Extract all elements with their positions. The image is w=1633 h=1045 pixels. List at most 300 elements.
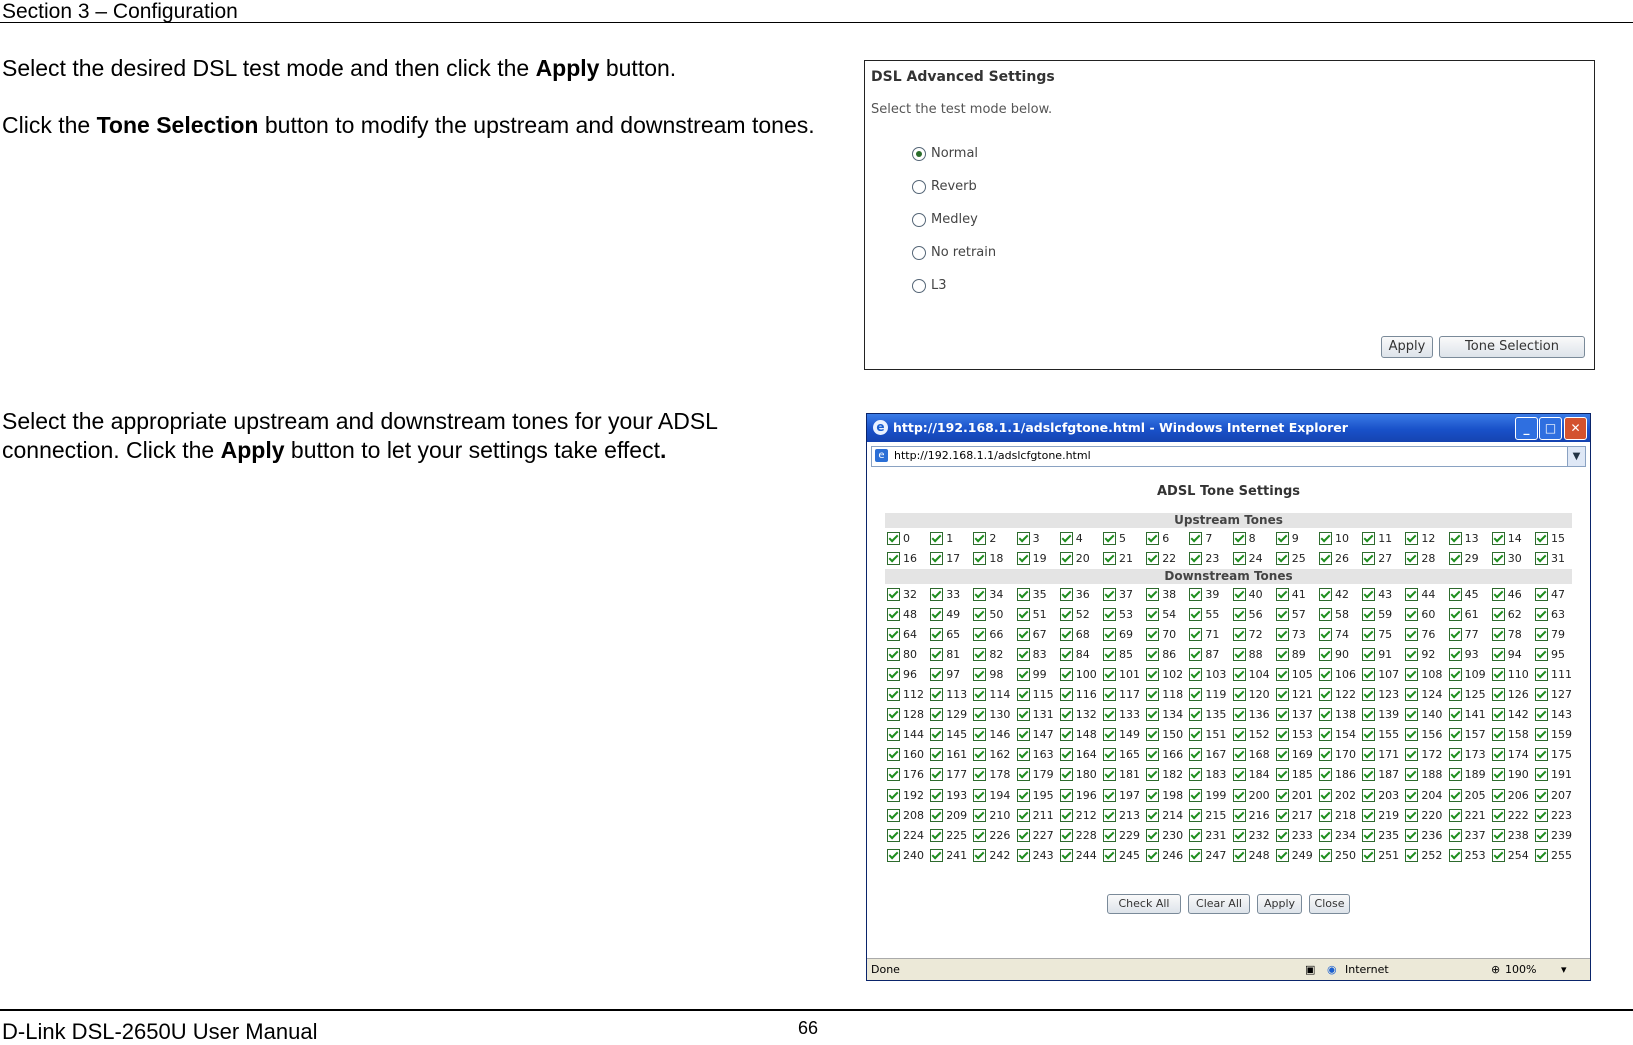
checkbox-checked-icon[interactable] <box>887 728 900 741</box>
checkbox-checked-icon[interactable] <box>1405 608 1418 621</box>
checkbox-checked-icon[interactable] <box>887 829 900 842</box>
checkbox-checked-icon[interactable] <box>1276 809 1289 822</box>
tone-checkbox-251[interactable] <box>1362 847 1399 863</box>
tone-checkbox-70[interactable] <box>1146 626 1176 642</box>
checkbox-checked-icon[interactable] <box>1017 588 1030 601</box>
tone-checkbox-106[interactable] <box>1319 666 1356 682</box>
checkbox-checked-icon[interactable] <box>1189 849 1202 862</box>
tone-checkbox-7[interactable] <box>1189 530 1212 546</box>
checkbox-checked-icon[interactable] <box>1362 809 1375 822</box>
checkbox-checked-icon[interactable] <box>887 608 900 621</box>
checkbox-checked-icon[interactable] <box>1449 789 1462 802</box>
checkbox-checked-icon[interactable] <box>1060 668 1073 681</box>
maximize-icon[interactable]: □ <box>1539 417 1562 440</box>
tone-checkbox-78[interactable] <box>1492 626 1522 642</box>
tone-checkbox-50[interactable] <box>973 606 1003 622</box>
tone-checkbox-231[interactable] <box>1189 827 1226 843</box>
tone-checkbox-151[interactable] <box>1189 727 1226 743</box>
tone-checkbox-175[interactable] <box>1535 747 1572 763</box>
tone-selection-button[interactable]: Tone Selection <box>1439 336 1585 358</box>
tone-checkbox-59[interactable] <box>1362 606 1392 622</box>
checkbox-checked-icon[interactable] <box>1362 588 1375 601</box>
tone-checkbox-60[interactable] <box>1405 606 1435 622</box>
tone-checkbox-212[interactable] <box>1060 807 1097 823</box>
checkbox-checked-icon[interactable] <box>1017 628 1030 641</box>
checkbox-checked-icon[interactable] <box>1449 588 1462 601</box>
tone-checkbox-246[interactable] <box>1146 847 1183 863</box>
tone-checkbox-46[interactable] <box>1492 586 1522 602</box>
tone-checkbox-243[interactable] <box>1017 847 1054 863</box>
checkbox-checked-icon[interactable] <box>1103 849 1116 862</box>
chevron-down-icon[interactable]: ▼ <box>1567 447 1585 466</box>
radio-icon[interactable] <box>912 246 926 260</box>
checkbox-checked-icon[interactable] <box>1319 829 1332 842</box>
checkbox-checked-icon[interactable] <box>930 748 943 761</box>
checkbox-checked-icon[interactable] <box>1405 552 1418 565</box>
tone-checkbox-24[interactable] <box>1233 550 1263 566</box>
checkbox-checked-icon[interactable] <box>1189 552 1202 565</box>
checkbox-checked-icon[interactable] <box>930 668 943 681</box>
checkbox-checked-icon[interactable] <box>1233 829 1246 842</box>
zoom-icon[interactable]: ⊕ <box>1491 963 1501 976</box>
tone-checkbox-213[interactable] <box>1103 807 1140 823</box>
tone-checkbox-108[interactable] <box>1405 666 1442 682</box>
radio-no-retrain[interactable] <box>912 245 996 260</box>
checkbox-checked-icon[interactable] <box>1233 789 1246 802</box>
tone-checkbox-113[interactable] <box>930 687 967 703</box>
checkbox-checked-icon[interactable] <box>1189 688 1202 701</box>
tone-checkbox-253[interactable] <box>1449 847 1486 863</box>
checkbox-checked-icon[interactable] <box>1362 532 1375 545</box>
tone-checkbox-67[interactable] <box>1017 626 1047 642</box>
tone-checkbox-201[interactable] <box>1276 787 1313 803</box>
checkbox-checked-icon[interactable] <box>930 648 943 661</box>
checkbox-checked-icon[interactable] <box>887 588 900 601</box>
tone-checkbox-109[interactable] <box>1449 666 1486 682</box>
tone-checkbox-181[interactable] <box>1103 767 1140 783</box>
tone-checkbox-72[interactable] <box>1233 626 1263 642</box>
checkbox-checked-icon[interactable] <box>1146 588 1159 601</box>
tone-checkbox-40[interactable] <box>1233 586 1263 602</box>
checkbox-checked-icon[interactable] <box>1103 552 1116 565</box>
checkbox-checked-icon[interactable] <box>1103 809 1116 822</box>
checkbox-checked-icon[interactable] <box>973 708 986 721</box>
checkbox-checked-icon[interactable] <box>1405 809 1418 822</box>
tone-checkbox-248[interactable] <box>1233 847 1270 863</box>
checkbox-checked-icon[interactable] <box>1492 789 1505 802</box>
tone-checkbox-225[interactable] <box>930 827 967 843</box>
tone-checkbox-191[interactable] <box>1535 767 1572 783</box>
checkbox-checked-icon[interactable] <box>1233 688 1246 701</box>
tone-checkbox-184[interactable] <box>1233 767 1270 783</box>
checkbox-checked-icon[interactable] <box>1060 708 1073 721</box>
checkbox-checked-icon[interactable] <box>1233 532 1246 545</box>
checkbox-checked-icon[interactable] <box>1362 789 1375 802</box>
checkbox-checked-icon[interactable] <box>1405 588 1418 601</box>
tone-checkbox-76[interactable] <box>1405 626 1435 642</box>
tone-checkbox-101[interactable] <box>1103 666 1140 682</box>
checkbox-checked-icon[interactable] <box>1362 829 1375 842</box>
tone-checkbox-16[interactable] <box>887 550 917 566</box>
tone-checkbox-117[interactable] <box>1103 687 1140 703</box>
checkbox-checked-icon[interactable] <box>930 708 943 721</box>
checkbox-checked-icon[interactable] <box>1492 728 1505 741</box>
checkbox-checked-icon[interactable] <box>1017 789 1030 802</box>
tone-checkbox-168[interactable] <box>1233 747 1270 763</box>
tone-checkbox-25[interactable] <box>1276 550 1306 566</box>
checkbox-checked-icon[interactable] <box>1233 628 1246 641</box>
tone-checkbox-227[interactable] <box>1017 827 1054 843</box>
tone-checkbox-38[interactable] <box>1146 586 1176 602</box>
checkbox-checked-icon[interactable] <box>1146 809 1159 822</box>
tone-checkbox-180[interactable] <box>1060 767 1097 783</box>
checkbox-checked-icon[interactable] <box>930 809 943 822</box>
tone-checkbox-221[interactable] <box>1449 807 1486 823</box>
checkbox-checked-icon[interactable] <box>1103 708 1116 721</box>
checkbox-checked-icon[interactable] <box>1189 748 1202 761</box>
checkbox-checked-icon[interactable] <box>1405 668 1418 681</box>
checkbox-checked-icon[interactable] <box>1405 748 1418 761</box>
tone-checkbox-147[interactable] <box>1017 727 1054 743</box>
tone-checkbox-116[interactable] <box>1060 687 1097 703</box>
checkbox-checked-icon[interactable] <box>887 532 900 545</box>
checkbox-checked-icon[interactable] <box>1017 608 1030 621</box>
checkbox-checked-icon[interactable] <box>1319 789 1332 802</box>
checkbox-checked-icon[interactable] <box>1276 708 1289 721</box>
tone-checkbox-18[interactable] <box>973 550 1003 566</box>
tone-checkbox-17[interactable] <box>930 550 960 566</box>
checkbox-checked-icon[interactable] <box>1103 768 1116 781</box>
tone-checkbox-142[interactable] <box>1492 707 1529 723</box>
checkbox-checked-icon[interactable] <box>1276 728 1289 741</box>
tone-checkbox-202[interactable] <box>1319 787 1356 803</box>
close-button[interactable]: Close <box>1309 894 1350 914</box>
tone-checkbox-77[interactable] <box>1449 626 1479 642</box>
tone-checkbox-66[interactable] <box>973 626 1003 642</box>
checkbox-checked-icon[interactable] <box>1362 628 1375 641</box>
checkbox-checked-icon[interactable] <box>1060 789 1073 802</box>
tone-checkbox-8[interactable] <box>1233 530 1256 546</box>
tone-checkbox-69[interactable] <box>1103 626 1133 642</box>
checkbox-checked-icon[interactable] <box>1276 789 1289 802</box>
tone-checkbox-211[interactable] <box>1017 807 1054 823</box>
checkbox-checked-icon[interactable] <box>1449 809 1462 822</box>
close-icon[interactable]: ✕ <box>1564 417 1587 440</box>
checkbox-checked-icon[interactable] <box>1319 849 1332 862</box>
tone-checkbox-23[interactable] <box>1189 550 1219 566</box>
tone-checkbox-14[interactable] <box>1492 530 1522 546</box>
checkbox-checked-icon[interactable] <box>1492 648 1505 661</box>
chevron-down-icon[interactable]: ▾ <box>1561 963 1567 976</box>
checkbox-checked-icon[interactable] <box>1319 668 1332 681</box>
clear-all-button[interactable]: Clear All <box>1188 894 1250 914</box>
tone-checkbox-91[interactable] <box>1362 646 1392 662</box>
tone-checkbox-186[interactable] <box>1319 767 1356 783</box>
tone-checkbox-229[interactable] <box>1103 827 1140 843</box>
checkbox-checked-icon[interactable] <box>1449 628 1462 641</box>
tone-checkbox-26[interactable] <box>1319 550 1349 566</box>
checkbox-checked-icon[interactable] <box>1319 728 1332 741</box>
tone-checkbox-68[interactable] <box>1060 626 1090 642</box>
tone-checkbox-235[interactable] <box>1362 827 1399 843</box>
checkbox-checked-icon[interactable] <box>1535 588 1548 601</box>
tone-checkbox-114[interactable] <box>973 687 1010 703</box>
checkbox-checked-icon[interactable] <box>887 789 900 802</box>
tone-checkbox-153[interactable] <box>1276 727 1313 743</box>
tone-checkbox-219[interactable] <box>1362 807 1399 823</box>
tone-checkbox-37[interactable] <box>1103 586 1133 602</box>
tone-checkbox-86[interactable] <box>1146 646 1176 662</box>
checkbox-checked-icon[interactable] <box>1535 708 1548 721</box>
checkbox-checked-icon[interactable] <box>1449 829 1462 842</box>
tone-checkbox-124[interactable] <box>1405 687 1442 703</box>
tone-checkbox-27[interactable] <box>1362 550 1392 566</box>
checkbox-checked-icon[interactable] <box>1319 748 1332 761</box>
tone-checkbox-140[interactable] <box>1405 707 1442 723</box>
checkbox-checked-icon[interactable] <box>1146 728 1159 741</box>
checkbox-checked-icon[interactable] <box>1449 849 1462 862</box>
checkbox-checked-icon[interactable] <box>1492 628 1505 641</box>
checkbox-checked-icon[interactable] <box>1146 668 1159 681</box>
radio-icon[interactable] <box>912 213 926 227</box>
tone-checkbox-192[interactable] <box>887 787 924 803</box>
checkbox-checked-icon[interactable] <box>1146 648 1159 661</box>
tone-checkbox-119[interactable] <box>1189 687 1226 703</box>
tone-checkbox-96[interactable] <box>887 666 917 682</box>
checkbox-checked-icon[interactable] <box>1319 708 1332 721</box>
checkbox-checked-icon[interactable] <box>1276 552 1289 565</box>
checkbox-checked-icon[interactable] <box>1189 668 1202 681</box>
tone-checkbox-36[interactable] <box>1060 586 1090 602</box>
checkbox-checked-icon[interactable] <box>1103 608 1116 621</box>
checkbox-checked-icon[interactable] <box>930 829 943 842</box>
checkbox-checked-icon[interactable] <box>1535 668 1548 681</box>
tone-checkbox-104[interactable] <box>1233 666 1270 682</box>
tone-checkbox-200[interactable] <box>1233 787 1270 803</box>
checkbox-checked-icon[interactable] <box>1319 628 1332 641</box>
address-bar[interactable] <box>871 446 1586 467</box>
tone-checkbox-112[interactable] <box>887 687 924 703</box>
tone-checkbox-118[interactable] <box>1146 687 1183 703</box>
tone-checkbox-239[interactable] <box>1535 827 1572 843</box>
checkbox-checked-icon[interactable] <box>1017 532 1030 545</box>
checkbox-checked-icon[interactable] <box>887 708 900 721</box>
tone-checkbox-87[interactable] <box>1189 646 1219 662</box>
tone-checkbox-33[interactable] <box>930 586 960 602</box>
checkbox-checked-icon[interactable] <box>1233 849 1246 862</box>
tone-checkbox-255[interactable] <box>1535 847 1572 863</box>
tone-checkbox-107[interactable] <box>1362 666 1399 682</box>
checkbox-checked-icon[interactable] <box>930 789 943 802</box>
checkbox-checked-icon[interactable] <box>1146 829 1159 842</box>
tone-checkbox-58[interactable] <box>1319 606 1349 622</box>
tone-checkbox-100[interactable] <box>1060 666 1097 682</box>
checkbox-checked-icon[interactable] <box>1060 829 1073 842</box>
tone-checkbox-252[interactable] <box>1405 847 1442 863</box>
tone-checkbox-45[interactable] <box>1449 586 1479 602</box>
checkbox-checked-icon[interactable] <box>1189 708 1202 721</box>
checkbox-checked-icon[interactable] <box>1362 552 1375 565</box>
tone-checkbox-98[interactable] <box>973 666 1003 682</box>
checkbox-checked-icon[interactable] <box>1535 789 1548 802</box>
tone-checkbox-43[interactable] <box>1362 586 1392 602</box>
tone-checkbox-42[interactable] <box>1319 586 1349 602</box>
tone-apply-button[interactable]: Apply <box>1257 894 1302 914</box>
tone-checkbox-242[interactable] <box>973 847 1010 863</box>
checkbox-checked-icon[interactable] <box>1492 668 1505 681</box>
checkbox-checked-icon[interactable] <box>887 552 900 565</box>
tone-checkbox-198[interactable] <box>1146 787 1183 803</box>
checkbox-checked-icon[interactable] <box>930 608 943 621</box>
checkbox-checked-icon[interactable] <box>1189 829 1202 842</box>
checkbox-checked-icon[interactable] <box>1319 608 1332 621</box>
tone-checkbox-179[interactable] <box>1017 767 1054 783</box>
tone-checkbox-53[interactable] <box>1103 606 1133 622</box>
checkbox-checked-icon[interactable] <box>973 849 986 862</box>
tone-checkbox-174[interactable] <box>1492 747 1529 763</box>
tone-checkbox-47[interactable] <box>1535 586 1565 602</box>
checkbox-checked-icon[interactable] <box>930 532 943 545</box>
checkbox-checked-icon[interactable] <box>1276 532 1289 545</box>
tone-checkbox-250[interactable] <box>1319 847 1356 863</box>
tone-checkbox-115[interactable] <box>1017 687 1054 703</box>
checkbox-checked-icon[interactable] <box>1276 849 1289 862</box>
checkbox-checked-icon[interactable] <box>1449 728 1462 741</box>
checkbox-checked-icon[interactable] <box>1189 809 1202 822</box>
tone-checkbox-131[interactable] <box>1017 707 1054 723</box>
tone-checkbox-5[interactable] <box>1103 530 1126 546</box>
tone-checkbox-141[interactable] <box>1449 707 1486 723</box>
tone-checkbox-93[interactable] <box>1449 646 1479 662</box>
checkbox-checked-icon[interactable] <box>1405 829 1418 842</box>
tone-checkbox-39[interactable] <box>1189 586 1219 602</box>
tone-checkbox-49[interactable] <box>930 606 960 622</box>
checkbox-checked-icon[interactable] <box>1449 532 1462 545</box>
checkbox-checked-icon[interactable] <box>1449 608 1462 621</box>
checkbox-checked-icon[interactable] <box>1362 728 1375 741</box>
tone-checkbox-15[interactable] <box>1535 530 1565 546</box>
checkbox-checked-icon[interactable] <box>1103 588 1116 601</box>
tone-checkbox-83[interactable] <box>1017 646 1047 662</box>
tone-checkbox-19[interactable] <box>1017 550 1047 566</box>
checkbox-checked-icon[interactable] <box>1060 768 1073 781</box>
checkbox-checked-icon[interactable] <box>1017 768 1030 781</box>
checkbox-checked-icon[interactable] <box>1362 768 1375 781</box>
tone-checkbox-3[interactable] <box>1017 530 1040 546</box>
checkbox-checked-icon[interactable] <box>973 748 986 761</box>
tone-checkbox-9[interactable] <box>1276 530 1299 546</box>
tone-checkbox-94[interactable] <box>1492 646 1522 662</box>
tone-checkbox-28[interactable] <box>1405 550 1435 566</box>
radio-icon[interactable] <box>912 279 926 293</box>
tone-checkbox-35[interactable] <box>1017 586 1047 602</box>
tone-checkbox-29[interactable] <box>1449 550 1479 566</box>
checkbox-checked-icon[interactable] <box>887 809 900 822</box>
tone-checkbox-148[interactable] <box>1060 727 1097 743</box>
tone-checkbox-159[interactable] <box>1535 727 1572 743</box>
tone-checkbox-137[interactable] <box>1276 707 1313 723</box>
tone-checkbox-164[interactable] <box>1060 747 1097 763</box>
checkbox-checked-icon[interactable] <box>973 628 986 641</box>
tone-checkbox-199[interactable] <box>1189 787 1226 803</box>
tone-checkbox-134[interactable] <box>1146 707 1183 723</box>
tone-checkbox-245[interactable] <box>1103 847 1140 863</box>
checkbox-checked-icon[interactable] <box>1103 688 1116 701</box>
tone-checkbox-128[interactable] <box>887 707 924 723</box>
tone-checkbox-139[interactable] <box>1362 707 1399 723</box>
checkbox-checked-icon[interactable] <box>1103 532 1116 545</box>
checkbox-checked-icon[interactable] <box>930 628 943 641</box>
checkbox-checked-icon[interactable] <box>1017 708 1030 721</box>
tone-checkbox-52[interactable] <box>1060 606 1090 622</box>
checkbox-checked-icon[interactable] <box>1146 708 1159 721</box>
tone-checkbox-62[interactable] <box>1492 606 1522 622</box>
checkbox-checked-icon[interactable] <box>1449 748 1462 761</box>
checkbox-checked-icon[interactable] <box>1319 768 1332 781</box>
checkbox-checked-icon[interactable] <box>1449 708 1462 721</box>
checkbox-checked-icon[interactable] <box>930 768 943 781</box>
tone-checkbox-110[interactable] <box>1492 666 1529 682</box>
tone-checkbox-209[interactable] <box>930 807 967 823</box>
checkbox-checked-icon[interactable] <box>973 668 986 681</box>
tone-checkbox-122[interactable] <box>1319 687 1356 703</box>
checkbox-checked-icon[interactable] <box>1146 628 1159 641</box>
checkbox-checked-icon[interactable] <box>1276 748 1289 761</box>
tone-checkbox-125[interactable] <box>1449 687 1486 703</box>
checkbox-checked-icon[interactable] <box>887 748 900 761</box>
tone-checkbox-155[interactable] <box>1362 727 1399 743</box>
tone-checkbox-126[interactable] <box>1492 687 1529 703</box>
checkbox-checked-icon[interactable] <box>1233 748 1246 761</box>
tone-checkbox-189[interactable] <box>1449 767 1486 783</box>
tone-checkbox-79[interactable] <box>1535 626 1565 642</box>
tone-checkbox-210[interactable] <box>973 807 1010 823</box>
checkbox-checked-icon[interactable] <box>1362 608 1375 621</box>
checkbox-checked-icon[interactable] <box>1189 532 1202 545</box>
checkbox-checked-icon[interactable] <box>1492 532 1505 545</box>
tone-checkbox-238[interactable] <box>1492 827 1529 843</box>
tone-checkbox-173[interactable] <box>1449 747 1486 763</box>
tone-checkbox-156[interactable] <box>1405 727 1442 743</box>
tone-checkbox-44[interactable] <box>1405 586 1435 602</box>
checkbox-checked-icon[interactable] <box>1060 552 1073 565</box>
checkbox-checked-icon[interactable] <box>1189 789 1202 802</box>
checkbox-checked-icon[interactable] <box>1060 628 1073 641</box>
tone-checkbox-234[interactable] <box>1319 827 1356 843</box>
tone-checkbox-203[interactable] <box>1362 787 1399 803</box>
checkbox-checked-icon[interactable] <box>1017 648 1030 661</box>
tone-checkbox-74[interactable] <box>1319 626 1349 642</box>
radio-selected-icon[interactable] <box>912 147 926 161</box>
tone-checkbox-145[interactable] <box>930 727 967 743</box>
checkbox-checked-icon[interactable] <box>1233 668 1246 681</box>
checkbox-checked-icon[interactable] <box>1060 608 1073 621</box>
checkbox-checked-icon[interactable] <box>1103 648 1116 661</box>
checkbox-checked-icon[interactable] <box>1319 648 1332 661</box>
checkbox-checked-icon[interactable] <box>1276 688 1289 701</box>
tone-checkbox-241[interactable] <box>930 847 967 863</box>
checkbox-checked-icon[interactable] <box>1017 688 1030 701</box>
checkbox-checked-icon[interactable] <box>1535 728 1548 741</box>
tone-checkbox-31[interactable] <box>1535 550 1565 566</box>
tone-checkbox-63[interactable] <box>1535 606 1565 622</box>
checkbox-checked-icon[interactable] <box>1146 608 1159 621</box>
checkbox-checked-icon[interactable] <box>1060 588 1073 601</box>
checkbox-checked-icon[interactable] <box>1017 829 1030 842</box>
tone-checkbox-65[interactable] <box>930 626 960 642</box>
tone-checkbox-167[interactable] <box>1189 747 1226 763</box>
tone-checkbox-163[interactable] <box>1017 747 1054 763</box>
